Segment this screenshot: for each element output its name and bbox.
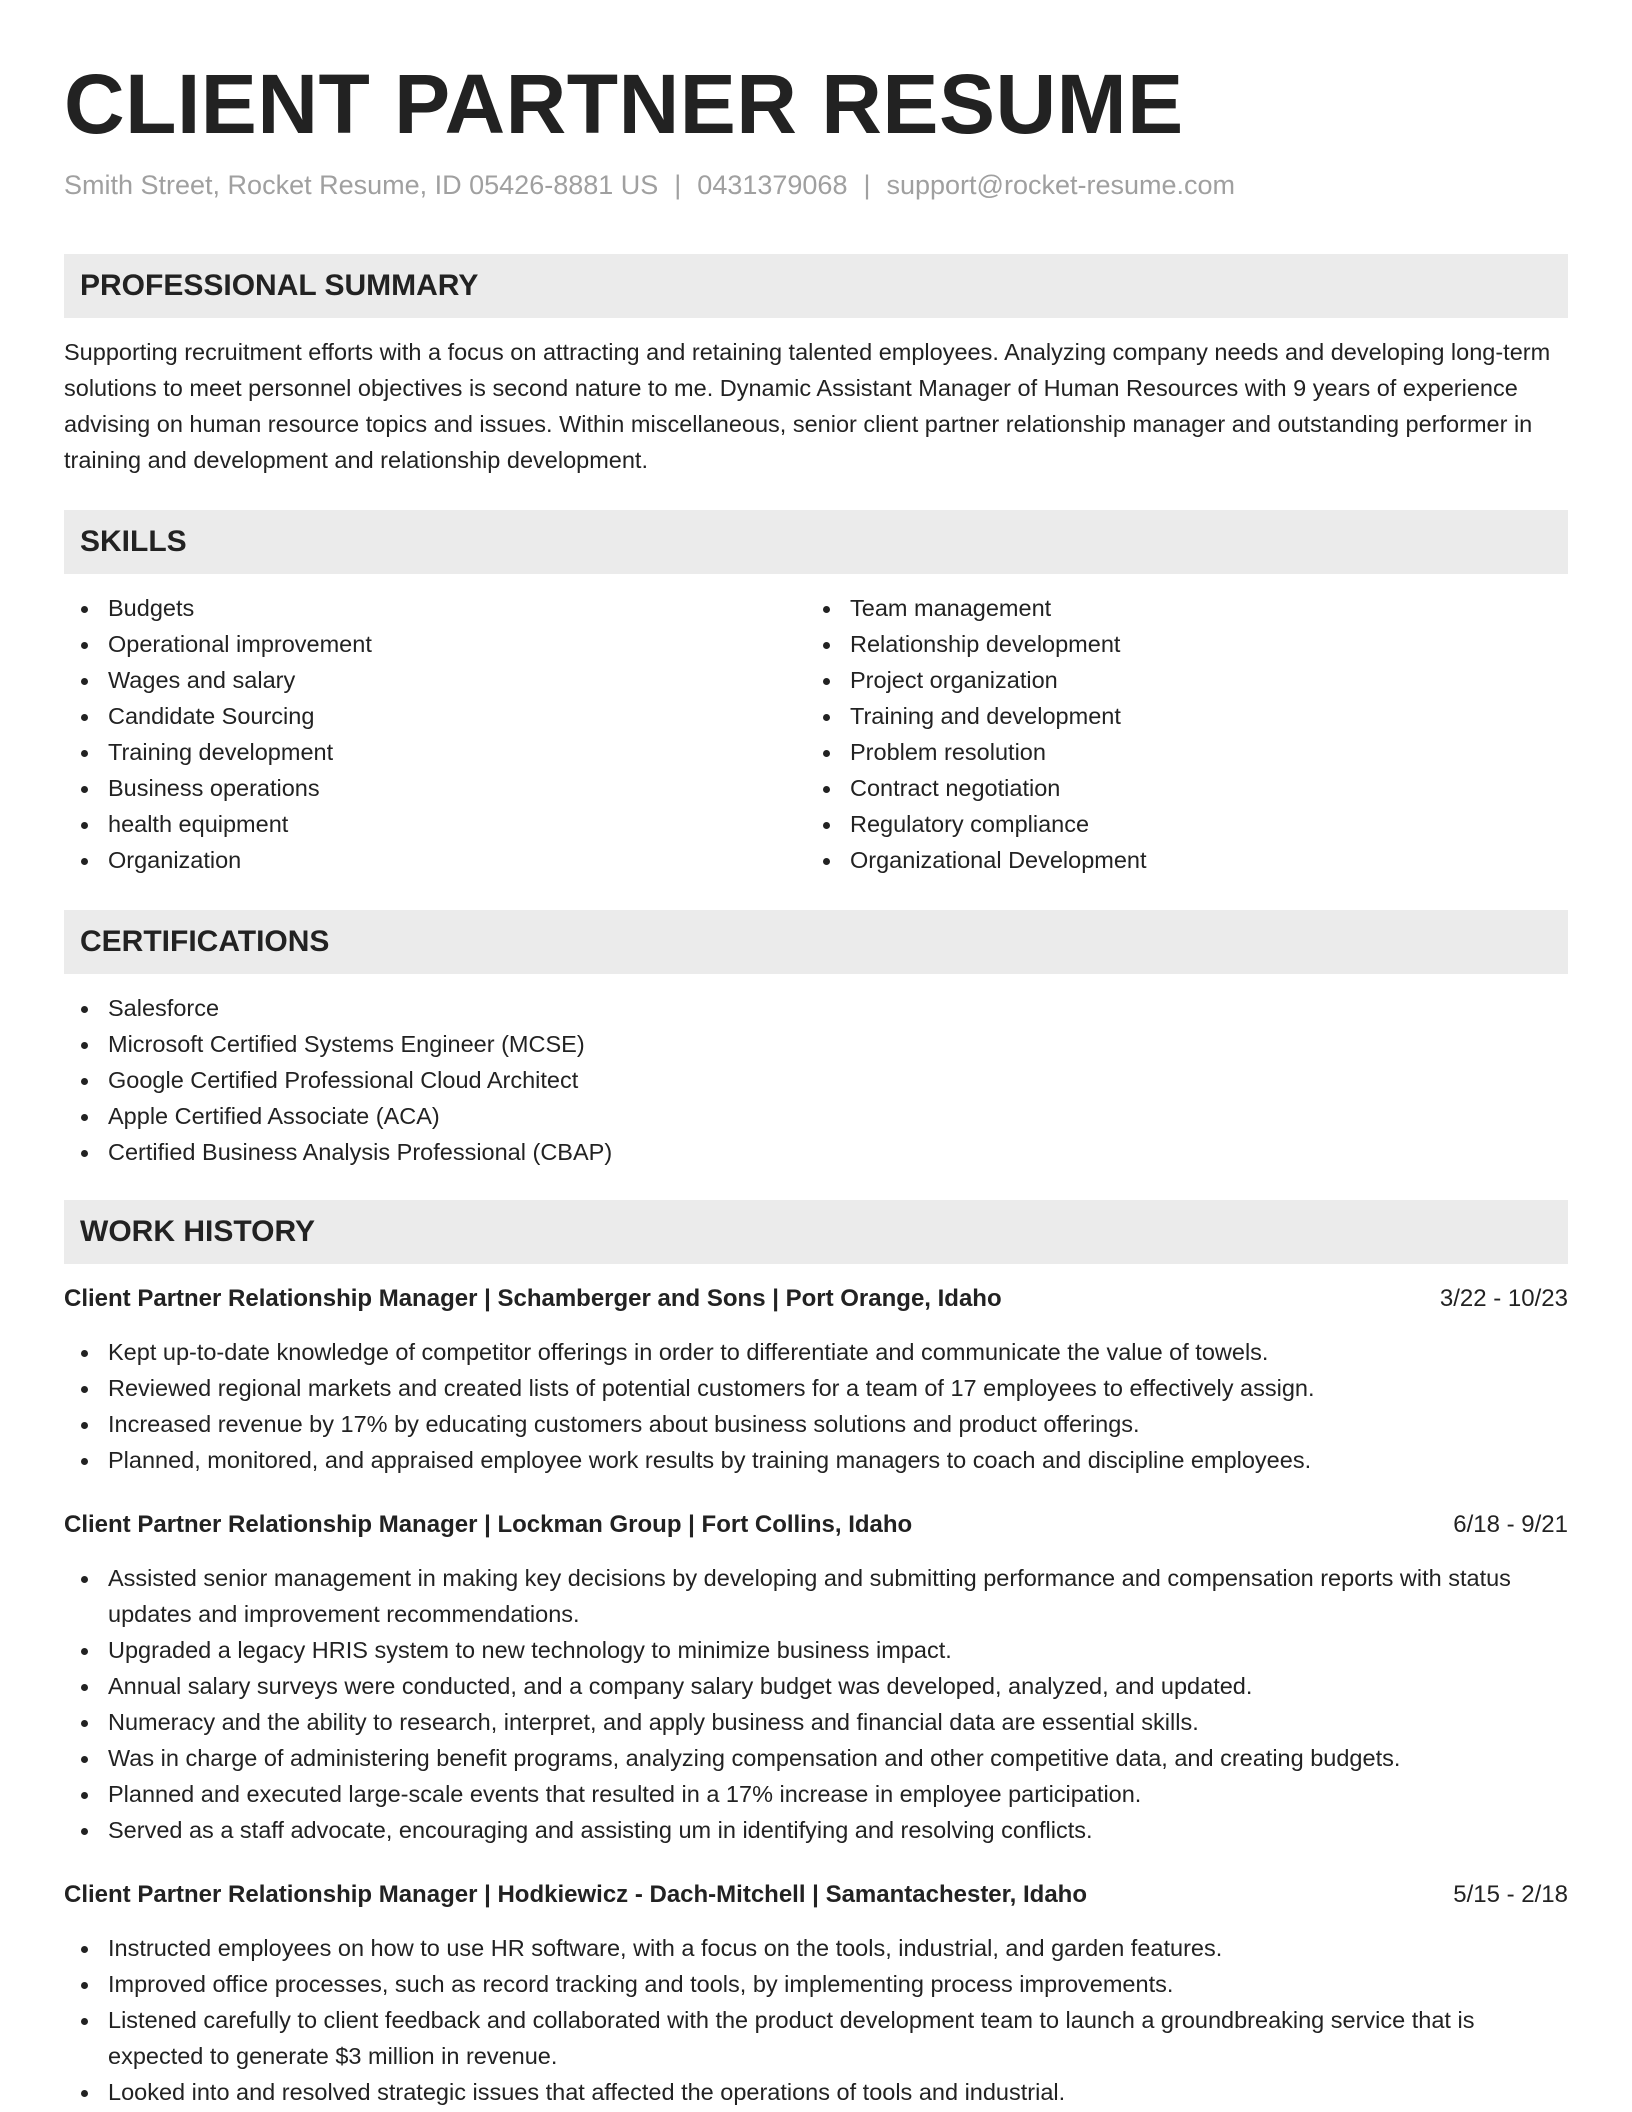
job-dates: 5/15 - 2/18 bbox=[1453, 1881, 1568, 1908]
job-bullet: Improved office processes, such as record tracking and tools, by implementing process improvements. bbox=[64, 1966, 1568, 2002]
skill-item: Project organization bbox=[806, 662, 1548, 698]
certifications-heading: CERTIFICATIONS bbox=[64, 910, 1568, 974]
job-bullet: Looked into and resolved strategic issues that affected the operations of tools and industrial. bbox=[64, 2074, 1568, 2110]
skill-item: Contract negotiation bbox=[806, 770, 1548, 806]
job-bullet-list bbox=[64, 1930, 1568, 2110]
skill-item: Organizational Development bbox=[806, 842, 1548, 878]
contact-email: support@rocket-resume.com bbox=[886, 170, 1236, 200]
job-header bbox=[64, 1282, 1568, 1316]
job-dates: 6/18 - 9/21 bbox=[1453, 1511, 1568, 1538]
work-history-heading: WORK HISTORY bbox=[64, 1200, 1568, 1264]
job-bullet: Kept up-to-date knowledge of competitor offerings in order to differentiate and communicate the value of towels. bbox=[64, 1334, 1568, 1370]
job-title: Client Partner Relationship Manager | Schamberger and Sons | Port Orange, Idaho bbox=[64, 1285, 1002, 1312]
contact-address: Smith Street, Rocket Resume, ID 05426-8881 US bbox=[64, 170, 659, 200]
skills-column-left bbox=[64, 590, 806, 878]
job-entry bbox=[64, 1282, 1568, 1478]
job-title: Client Partner Relationship Manager | Lockman Group | Fort Collins, Idaho bbox=[64, 1511, 913, 1538]
skills-column-right bbox=[806, 590, 1548, 878]
job-header bbox=[64, 1878, 1568, 1912]
job-entry bbox=[64, 1878, 1568, 2110]
summary-text: Supporting recruitment efforts with a focus on attracting and retaining talented employees. Analyzing company needs and developing long-term solutions to meet personnel objectives is second nature to me. Dynamic Assistant Manager of Human Resources with 9 years of experience advising on human resource topics and issues. Within miscellaneous, senior client partner relationship manager and outstanding performer in training and development and relationship development. bbox=[64, 339, 1551, 473]
certifications-list bbox=[64, 990, 1568, 1170]
skill-item: Training development bbox=[64, 734, 806, 770]
job-bullet: Increased revenue by 17% by educating customers about business solutions and product offerings. bbox=[64, 1406, 1568, 1442]
skills-list-left bbox=[64, 590, 806, 878]
job-bullet: Reviewed regional markets and created lists of potential customers for a team of 17 employees to effectively assign. bbox=[64, 1370, 1568, 1406]
skill-item: Budgets bbox=[64, 590, 806, 626]
job-dates: 3/22 - 10/23 bbox=[1439, 1285, 1568, 1312]
skills-heading: SKILLS bbox=[64, 510, 1568, 574]
job-bullet: Was in charge of administering benefit programs, analyzing compensation and other competitive data, and creating budgets. bbox=[64, 1740, 1568, 1776]
job-bullet: Numeracy and the ability to research, interpret, and apply business and financial data are essential skills. bbox=[64, 1704, 1568, 1740]
skill-item: Candidate Sourcing bbox=[64, 698, 806, 734]
contact-separator: | bbox=[674, 170, 682, 200]
skill-item: Problem resolution bbox=[806, 734, 1548, 770]
job-bullet-list bbox=[64, 1334, 1568, 1478]
skill-item: Regulatory compliance bbox=[806, 806, 1548, 842]
certification-item: Apple Certified Associate (ACA) bbox=[64, 1098, 1568, 1134]
skills-grid bbox=[64, 590, 1568, 878]
skill-item: health equipment bbox=[64, 806, 806, 842]
skill-item: Training and development bbox=[806, 698, 1548, 734]
contact-separator: | bbox=[863, 170, 871, 200]
job-bullet: Planned and executed large-scale events that resulted in a 17% increase in employee participation. bbox=[64, 1776, 1568, 1812]
skills-list-right bbox=[806, 590, 1548, 878]
job-bullet: Served as a staff advocate, encouraging and assisting um in identifying and resolving conflicts. bbox=[64, 1812, 1568, 1848]
skill-item: Relationship development bbox=[806, 626, 1548, 662]
certification-item: Salesforce bbox=[64, 990, 1568, 1026]
job-bullet: Assisted senior management in making key decisions by developing and submitting performance and compensation reports with status updates and improvement recommendations. bbox=[64, 1560, 1568, 1632]
certification-item: Certified Business Analysis Professional (CBAP) bbox=[64, 1134, 1568, 1170]
job-bullet: Upgraded a legacy HRIS system to new technology to minimize business impact. bbox=[64, 1632, 1568, 1668]
job-bullet: Planned, monitored, and appraised employee work results by training managers to coach and discipline employees. bbox=[64, 1442, 1568, 1478]
job-bullet: Listened carefully to client feedback and collaborated with the product development team to launch a groundbreaking service that is expected to generate $3 million in revenue. bbox=[64, 2002, 1568, 2074]
skill-item: Operational improvement bbox=[64, 626, 806, 662]
resume-title: CLIENT PARTNER RESUME bbox=[64, 57, 1184, 151]
certification-item: Google Certified Professional Cloud Architect bbox=[64, 1062, 1568, 1098]
skill-item: Wages and salary bbox=[64, 662, 806, 698]
job-entry bbox=[64, 1508, 1568, 1848]
certification-item: Microsoft Certified Systems Engineer (MCSE) bbox=[64, 1026, 1568, 1062]
job-bullet: Annual salary surveys were conducted, and a company salary budget was developed, analyzed, and updated. bbox=[64, 1668, 1568, 1704]
summary-heading: PROFESSIONAL SUMMARY bbox=[64, 254, 1568, 318]
skill-item: Organization bbox=[64, 842, 806, 878]
job-bullet: Instructed employees on how to use HR software, with a focus on the tools, industrial, and garden features. bbox=[64, 1930, 1568, 1966]
contact-line bbox=[64, 168, 1568, 202]
job-title: Client Partner Relationship Manager | Hodkiewicz - Dach-Mitchell | Samantachester, Idaho bbox=[64, 1881, 1087, 1908]
job-bullet-list bbox=[64, 1560, 1568, 1848]
skill-item: Team management bbox=[806, 590, 1548, 626]
job-header bbox=[64, 1508, 1568, 1542]
skill-item: Business operations bbox=[64, 770, 806, 806]
contact-phone: 0431379068 bbox=[697, 170, 848, 200]
